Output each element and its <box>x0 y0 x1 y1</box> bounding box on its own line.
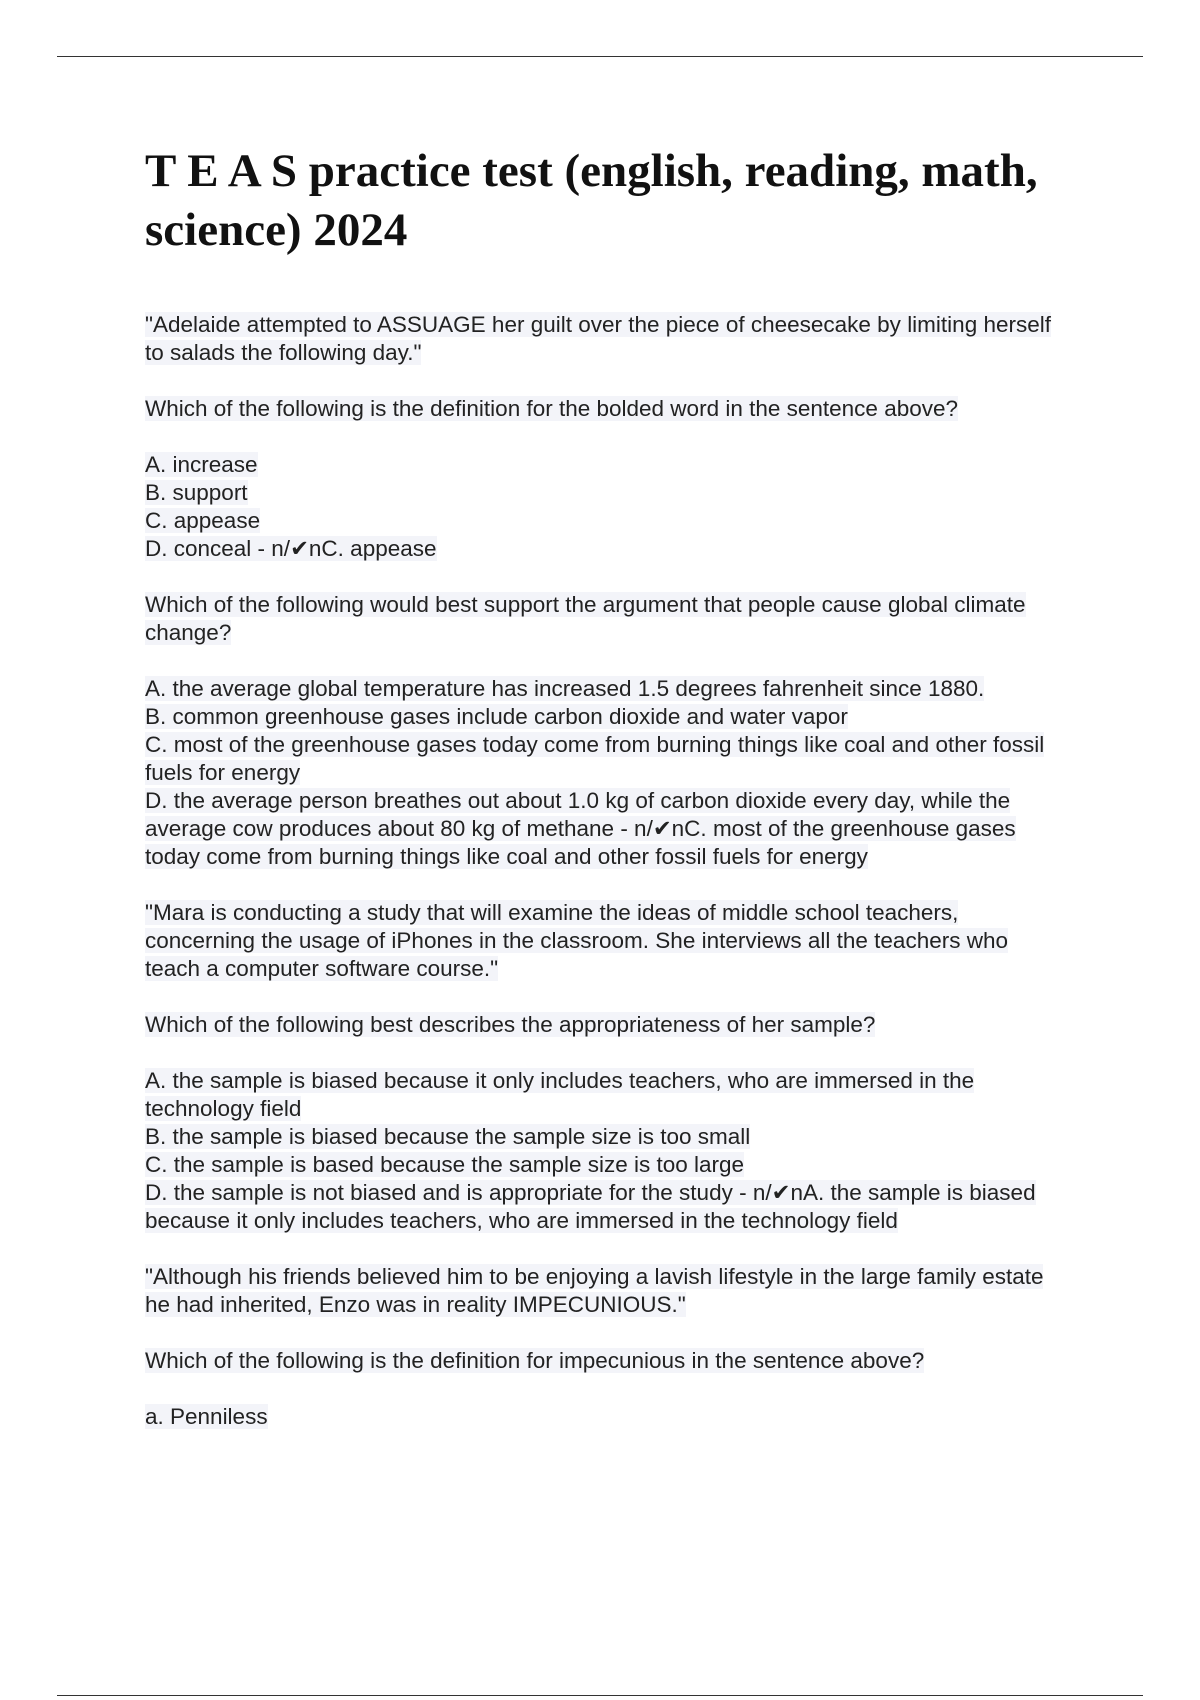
question-passage: "Adelaide attempted to ASSUAGE her guilt over the piece of cheesecake by limiting herself to salads the following day." <box>145 312 1051 365</box>
answer-option: C. appease <box>145 508 261 533</box>
bottom-rule <box>57 1695 1143 1696</box>
answer-option: a. Penniless <box>145 1404 268 1429</box>
answer-option: A. increase <box>145 452 258 477</box>
answer-option: C. most of the greenhouse gases today come from burning things like coal and other fossil fuels for energy <box>145 732 1045 785</box>
question-prompt: Which of the following is the definition for the bolded word in the sentence above? <box>145 396 959 421</box>
answer-option: D. the average person breathes out about 1.0 kg of carbon dioxide every day, while the average cow produces about 80 kg of methane - n/✔nC. most of the greenhouse gases today come from burning things like coal and other fossil fuels for energy <box>145 788 1016 869</box>
answer-option: A. the average global temperature has increased 1.5 degrees fahrenheit since 1880. <box>145 676 985 701</box>
answer-option: B. common greenhouse gases include carbon dioxide and water vapor <box>145 704 848 729</box>
question-1 <box>145 311 1085 563</box>
question-passage: "Mara is conducting a study that will examine the ideas of middle school teachers, concerning the usage of iPhones in the classroom. She interviews all the teachers who teach a computer software course." <box>145 900 1008 981</box>
answer-option: B. the sample is biased because the sample size is too small <box>145 1124 751 1149</box>
document-title: T E A S practice test (english, reading, math, science) 2024 <box>145 145 1038 256</box>
answer-option: A. the sample is biased because it only includes teachers, who are immersed in the technology field <box>145 1068 975 1121</box>
top-rule <box>57 56 1143 57</box>
question-2 <box>145 591 1085 871</box>
document-body <box>145 311 1085 1431</box>
answer-option: B. support <box>145 480 248 505</box>
question-prompt: Which of the following is the definition for impecunious in the sentence above? <box>145 1348 925 1373</box>
answer-option: C. the sample is based because the sample size is too large <box>145 1152 745 1177</box>
question-passage: "Although his friends believed him to be enjoying a lavish lifestyle in the large family estate he had inherited, Enzo was in reality IMPECUNIOUS." <box>145 1264 1044 1317</box>
question-3 <box>145 899 1085 1235</box>
answer-option: D. the sample is not biased and is appropriate for the study - n/✔nA. the sample is biased because it only includes teachers, who are immersed in the technology field <box>145 1180 1036 1233</box>
question-prompt: Which of the following best describes the appropriateness of her sample? <box>145 1012 876 1037</box>
question-prompt: Which of the following would best support the argument that people cause global climate change? <box>145 592 1026 645</box>
answer-option: D. conceal - n/✔nC. appease <box>145 536 437 561</box>
question-4 <box>145 1263 1085 1431</box>
